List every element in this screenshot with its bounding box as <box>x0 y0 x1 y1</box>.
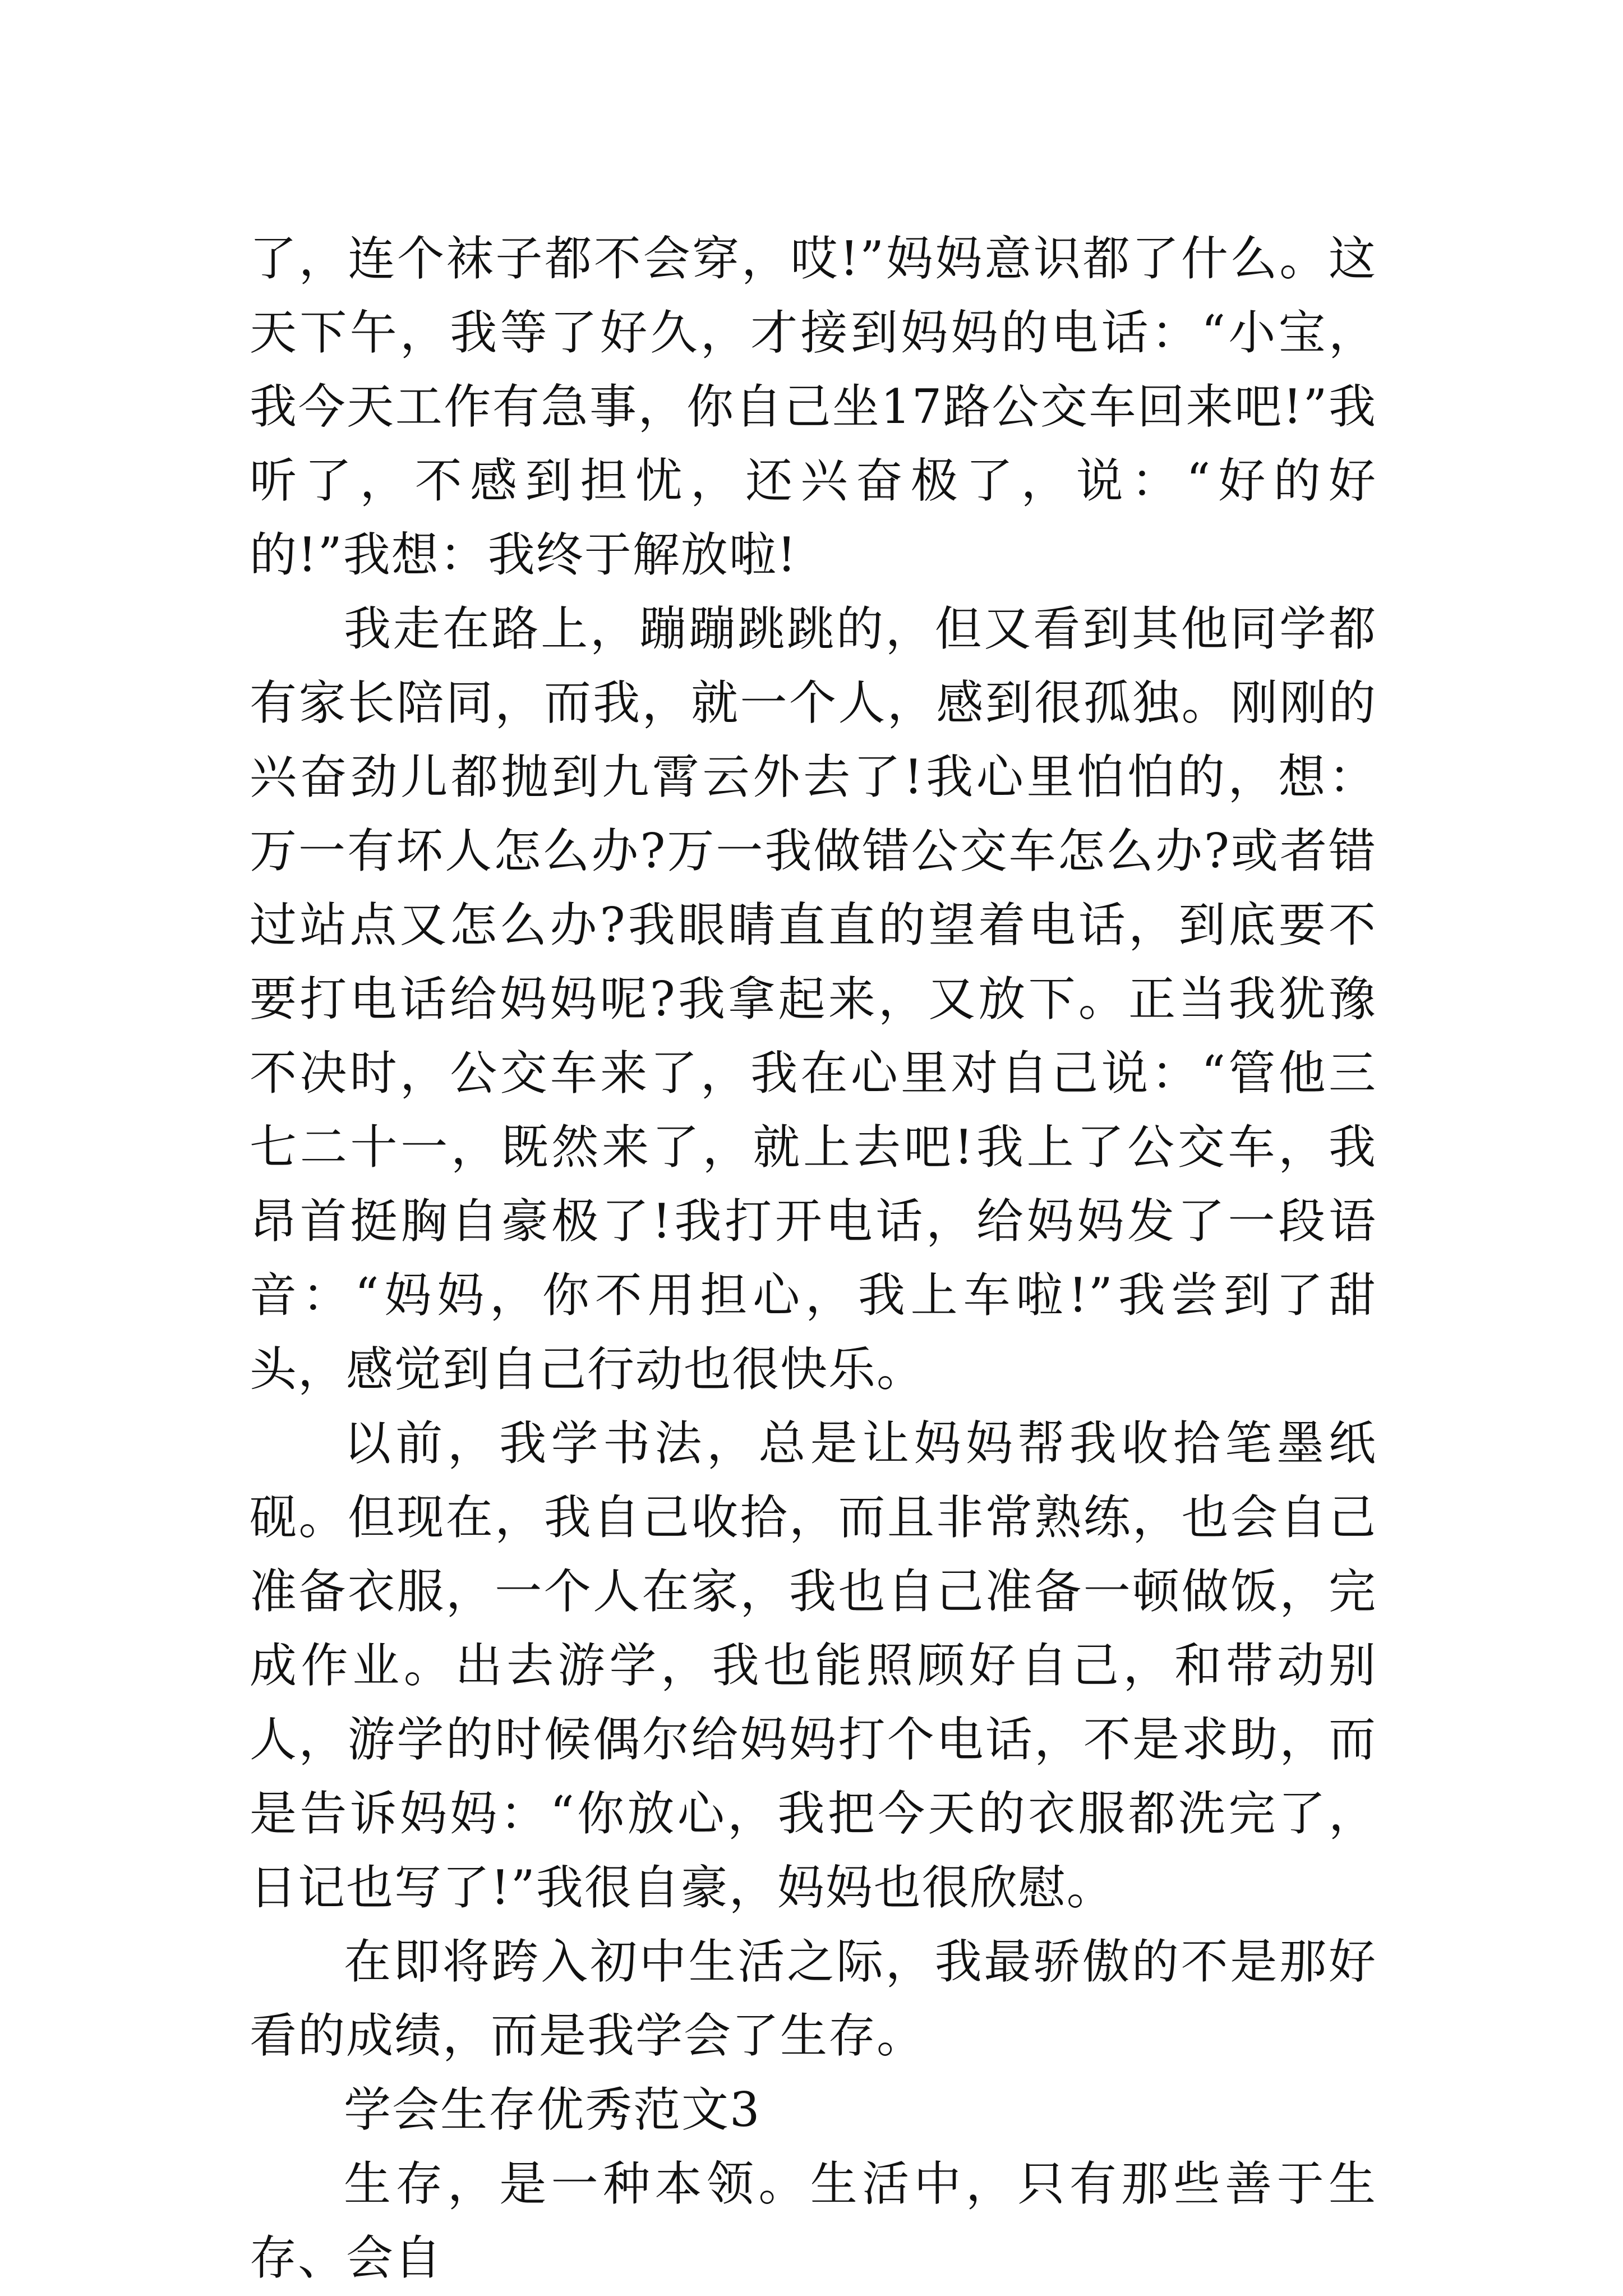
paragraph-calligraphy: 以前，我学书法，总是让妈妈帮我收拾笔墨纸砚。但现在，我自己收拾，而且非常熟练，也会自己准备衣服，一个人在家，我也自己准备一顿做饭，完成作业。出去游学，我也能照顾好自己，和带动别人，游学的时候偶尔给妈妈打个电话，不是求助，而是告诉妈妈：“你放心，我把今天的衣服都洗完了，日记也写了!”我很自豪，妈妈也很欣慰。 <box>250 1416 1377 1915</box>
paragraph-essay-3-start: 生存，是一种本领。生活中，只有那些善于生存、会自 <box>250 2156 1377 2285</box>
paragraph-continuation: 了，连个袜子都不会穿，哎!”妈妈意识都了什么。这天下午，我等了好久，才接到妈妈的电话：“小宝，我今天工作有急事，你自己坐17路公交车回来吧!”我听了，不感到担忧，还兴奋极了，说：“好的好的!”我想：我终于解放啦! <box>250 231 1377 582</box>
section-heading: 学会生存优秀范文3 <box>344 2082 761 2137</box>
document-body <box>250 222 1377 2295</box>
paragraph-bus-ride: 我走在路上，蹦蹦跳跳的，但又看到其他同学都有家长陪同，而我，就一个人，感到很孤独。刚刚的兴奋劲儿都抛到九霄云外去了!我心里怕怕的，想：万一有坏人怎么办?万一我做错公交车怎么办?或者错过站点又怎么办?我眼睛直直的望着电话，到底要不要打电话给妈妈呢?我拿起来，又放下。正当我犹豫不决时，公交车来了，我在心里对自己说：“管他三七二十一，既然来了，就上去吧!我上了公交车，我昂首挺胸自豪极了!我打开电话，给妈妈发了一段语音：“妈妈，你不用担心，我上车啦!”我尝到了甜头，感觉到自己行动也很快乐。 <box>250 601 1377 1397</box>
paragraph-conclusion: 在即将跨入初中生活之际，我最骄傲的不是那好看的成绩，而是我学会了生存。 <box>250 1934 1377 2063</box>
